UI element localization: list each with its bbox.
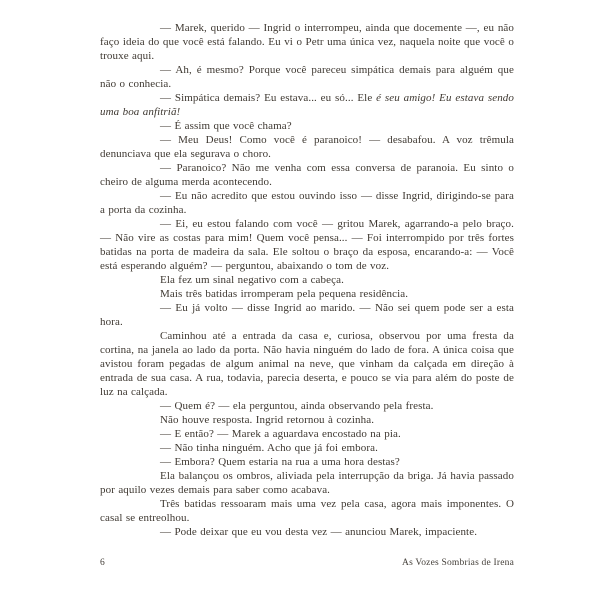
page-footer xyxy=(100,558,514,568)
paragraph-segment: — Marek, querido — Ingrid o interrompeu, ainda que docemente —, eu não faço ideia do que você está falando. Eu vi o Petr uma única vez, naquela noite que você o trouxe aqui. xyxy=(100,22,514,62)
paragraph-segment: — Meu Deus! Como você é paranoico! — desabafou. A voz trêmula denunciava que ela segurava o choro. xyxy=(100,134,514,160)
paragraph-segment: Caminhou até a entrada da casa e, curiosa, observou por uma fresta da cortina, na janela ao lado da porta. Não havia ninguém do lado de fora. A única coisa que avistou foram pegadas de algum animal na neve, que vinham da calçada em direção à entrada de sua casa. A rua, todavia, parecia deserta, e pouco se via para além do poste de luz na calçada. xyxy=(100,330,514,398)
paragraph xyxy=(100,525,514,539)
paragraph-segment: — Quem é? — ela perguntou, ainda observando pela fresta. xyxy=(160,400,434,412)
paragraph xyxy=(100,413,514,427)
paragraph xyxy=(100,455,514,469)
paragraph-segment: — Ah, é mesmo? Porque você pareceu simpática demais para alguém que não o conhecia. xyxy=(100,64,514,90)
paragraph-segment: Ela fez um sinal negativo com a cabeça. xyxy=(160,274,344,286)
paragraph xyxy=(100,469,514,497)
paragraph xyxy=(100,161,514,189)
paragraph xyxy=(100,133,514,161)
running-title: As Vozes Sombrias de Irena xyxy=(402,558,514,568)
page-number: 6 xyxy=(100,558,105,568)
paragraph xyxy=(100,21,514,63)
paragraph xyxy=(100,441,514,455)
paragraph xyxy=(100,329,514,399)
paragraph xyxy=(100,119,514,133)
paragraph-segment: — E então? — Marek a aguardava encostado na pia. xyxy=(160,428,401,440)
paragraph xyxy=(100,63,514,91)
paragraph-segment: — É assim que você chama? xyxy=(160,120,292,132)
paragraph xyxy=(100,273,514,287)
page-text xyxy=(100,21,514,539)
paragraph-segment: Mais três batidas irromperam pela pequena residência. xyxy=(160,288,409,300)
paragraph-italic-segment: é seu amigo! Eu estava sendo uma boa anfitriã! xyxy=(100,92,515,118)
paragraph-segment: Não houve resposta. Ingrid retornou à cozinha. xyxy=(160,414,375,426)
paragraph xyxy=(100,399,514,413)
paragraph-segment: — Simpática demais? Eu estava... eu só... Ele xyxy=(160,92,377,104)
paragraph xyxy=(100,217,514,273)
paragraph-segment: — Paranoico? Não me venha com essa conversa de paranoia. Eu sinto o cheiro de alguma merda acontecendo. xyxy=(100,162,514,188)
paragraph-segment: — Ei, eu estou falando com você — gritou Marek, agarrando-a pelo braço. — Não vire as costas para mim! Quem você pensa... — Foi interrompido por três fortes batidas na porta de madeira da sala. Ele soltou o braço da esposa, encarando-a: — Você está esperando alguém? — perguntou, abaixando o tom de voz. xyxy=(100,218,514,272)
paragraph xyxy=(100,497,514,525)
paragraph-segment: — Pode deixar que eu vou desta vez — anunciou Marek, impaciente. xyxy=(160,526,478,538)
paragraph xyxy=(100,91,514,119)
paragraph-segment: — Não tinha ninguém. Acho que já foi embora. xyxy=(160,442,378,454)
paragraph xyxy=(100,189,514,217)
paragraph-segment: — Eu já volto — disse Ingrid ao marido. — Não sei quem pode ser a esta hora. xyxy=(100,302,514,328)
paragraph-segment: — Eu não acredito que estou ouvindo isso — disse Ingrid, dirigindo-se para a porta da cozinha. xyxy=(100,190,514,216)
paragraph xyxy=(100,427,514,441)
paragraph-segment: Ela balançou os ombros, aliviada pela interrupção da briga. Já havia passado por aquilo vezes demais para saber como acabava. xyxy=(100,470,514,496)
paragraph-segment: — Embora? Quem estaria na rua a uma hora destas? xyxy=(160,456,400,468)
paragraph xyxy=(100,301,514,329)
paragraph xyxy=(100,287,514,301)
paragraph-segment: Três batidas ressoaram mais uma vez pela casa, agora mais imponentes. O casal se entreolhou. xyxy=(100,498,514,524)
